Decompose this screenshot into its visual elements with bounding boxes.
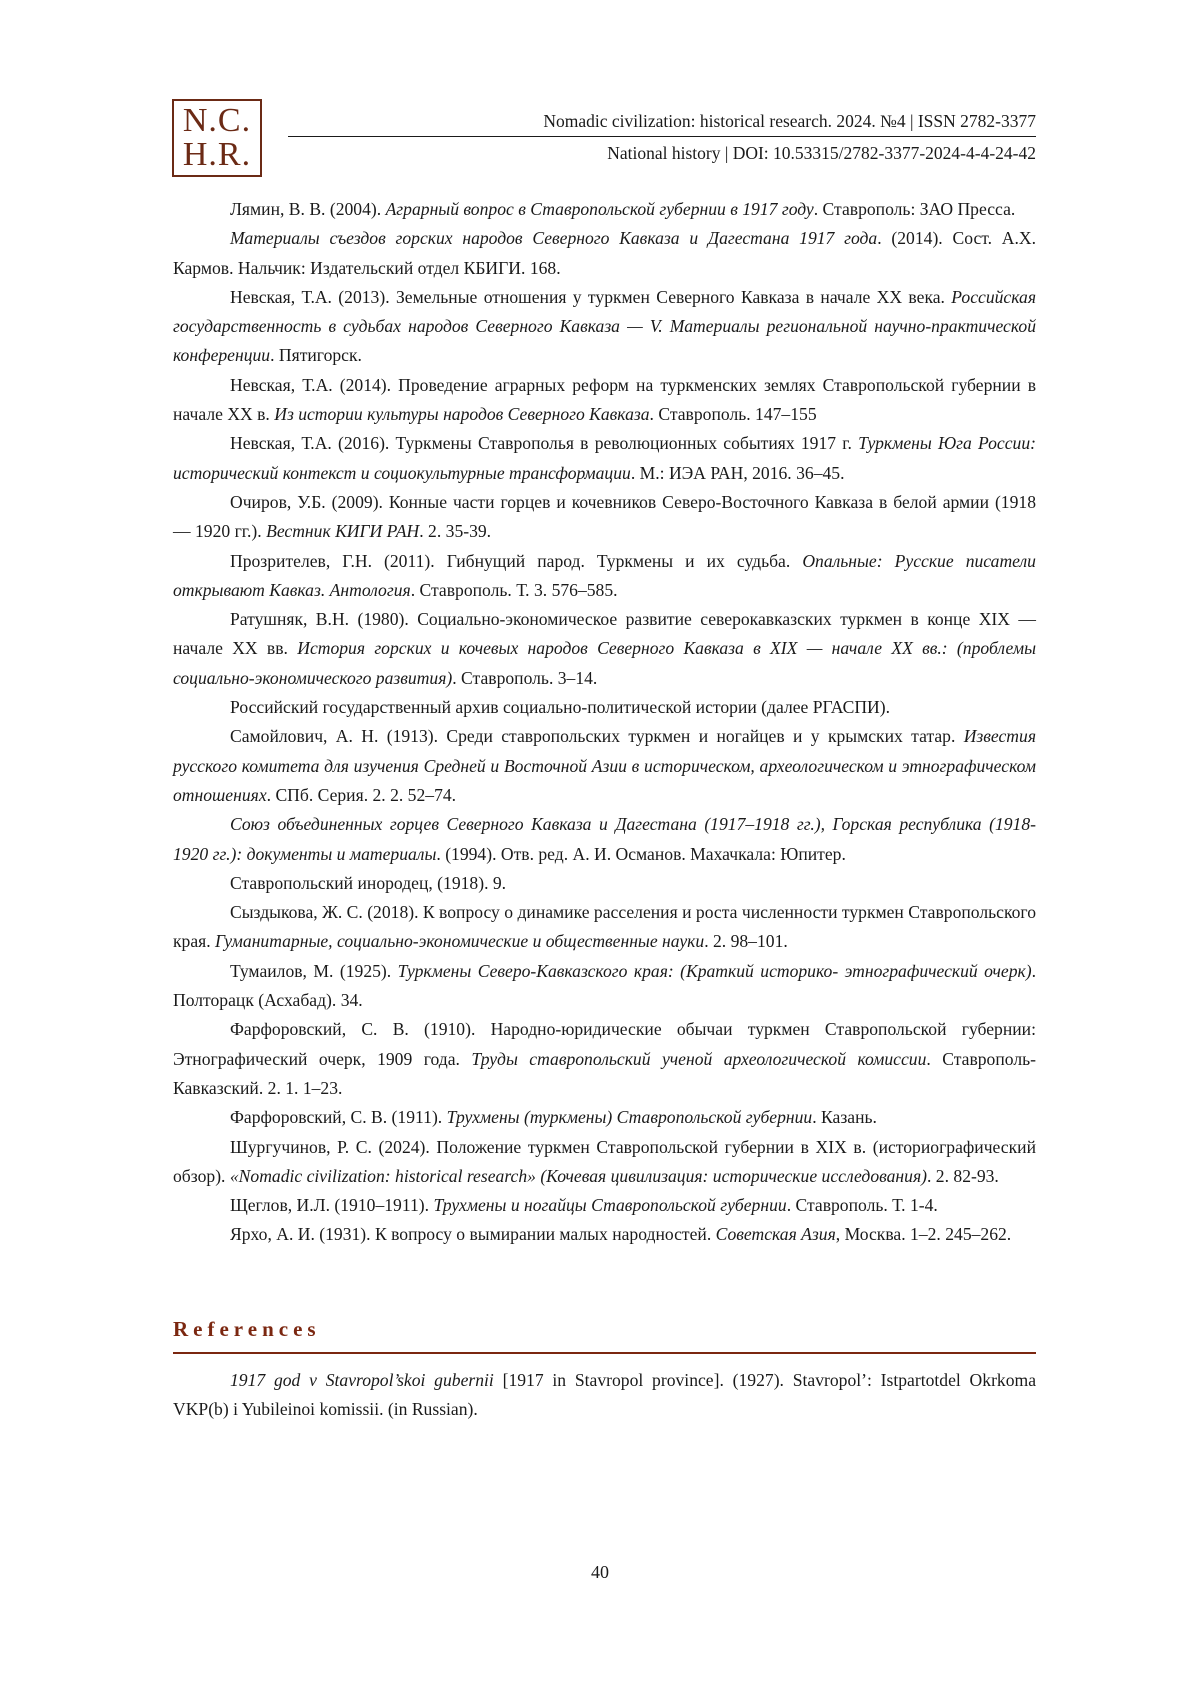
reference-text: Шургучинов, Р. С. (2024). Положение туркмен Ставропольской губернии в XIX в. (историографический обзор). (173, 1136, 1036, 1186)
reference-text: Сыздыкова, Ж. С. (2018). К вопросу о динамике расселения и роста численности туркмен Ставропольского края. (173, 902, 1036, 952)
reference-entry (173, 547, 1036, 606)
reference-source-title: Из истории культуры народов Северного Кавказа (274, 404, 650, 425)
reference-text: Невская, Т.А. (2014). Проведение аграрных реформ на туркменских землях Ставропольской губернии в начале XX в. (173, 374, 1036, 425)
reference-source-title: Российская государственность в судьбах народов Северного Кавказа — V. Материалы региональной научно-практической конференции (173, 286, 1036, 366)
reference-text: . 2. 35-39. (419, 521, 492, 542)
reference-text: Самойлович, А. Н. (1913). Среди ставропольских туркмен и ногайцев и у крымских татар. (230, 726, 964, 747)
reference-text: Российский государственный архив социально-политической истории (далее РГАСПИ). (230, 697, 891, 718)
references-heading-rule (173, 1352, 1036, 1354)
reference-source-title: Гуманитарные, социально-экономические и общественные науки (215, 931, 705, 952)
reference-text: Ставропольский инородец, (1918). 9. (230, 872, 507, 893)
reference-entry (173, 283, 1036, 371)
reference-text: . М.: ИЭА РАН, 2016. 36–45. (630, 462, 845, 483)
reference-text: . Казань. (812, 1107, 877, 1128)
reference-text: Ярхо, А. И. (1931). К вопросу о вымирании малых народностей. (230, 1224, 716, 1245)
reference-text: . Ставрополь. 3–14. (452, 667, 598, 688)
reference-entry (173, 1015, 1036, 1103)
reference-text: . Ставрополь: ЗАО Пресса. (813, 199, 1016, 219)
reference-entry (173, 1133, 1036, 1192)
reference-text: . Ставрополь. Т. 1-4. (786, 1195, 938, 1216)
reference-entry (173, 429, 1036, 488)
reference-entry (173, 957, 1036, 1016)
reference-source-title: Материалы съездов горских народов Северного Кавказа и Дагестана 1917 года (230, 228, 878, 249)
reference-source-title: Опальные: Русские писатели открывают Кавказ. Антология (173, 550, 1036, 600)
reference-entry (173, 605, 1036, 693)
reference-source-title: 1917 god v Stavropol’skoi gubernii (230, 1369, 494, 1390)
reference-entry (173, 693, 1036, 722)
reference-text: . Ставрополь. Т. 3. 576–585. (410, 579, 618, 600)
reference-text: Фарфоровский, С. В. (1911). (230, 1107, 447, 1128)
reference-entry (173, 1191, 1036, 1220)
reference-source-title: История горских и кочевых народов Северного Кавказа в XIX — начале XX вв.: (проблемы социально-экономического развития) (173, 638, 1036, 688)
header-doi-line: National history | DOI: 10.53315/2782-3377-2024-4-4-24-42 (607, 143, 1036, 163)
reference-text: . (2014). Сост. А.Х. Кармов. Нальчик: Издательский отдел КБИГИ. 168. (173, 228, 1036, 278)
reference-text: [1917 in Stavropol province]. (1927). Stavropol’: Istpartotdel Okrkoma VKP(b) i Yubileinoi komissii. (in Russian). (173, 1369, 1037, 1419)
page-number: 40 (591, 1562, 609, 1582)
reference-entry (173, 869, 1036, 898)
reference-text: . 2. 82-93. (927, 1165, 999, 1186)
reference-text: Фарфоровский, С. В. (1910). Народно-юридические обычаи туркмен Ставропольской губернии: Этнографический очерк, 1909 года. (173, 1019, 1036, 1069)
reference-text: Невская, Т.А. (2013). Земельные отношения у туркмен Северного Кавказа в начале XX века. (230, 286, 952, 307)
running-header (288, 108, 1036, 166)
reference-entry (173, 898, 1036, 957)
header-journal-line: Nomadic civilization: historical research. 2024. №4 | ISSN 2782-3377 (543, 111, 1036, 131)
references-list (173, 1366, 1036, 1425)
reference-text: Прозрителев, Г.Н. (2011). Гибнущий парод. Туркмены и их судьба. (230, 550, 803, 571)
reference-text: Очиров, У.Б. (2009). Конные части горцев и кочевников Северо-Восточного Кавказа в белой армии (1918 — 1920 гг.). (173, 491, 1036, 542)
logo-line-1: N.C. (182, 102, 252, 139)
reference-text: . Ставрополь-Кавказский. 2. 1. 1–23. (173, 1048, 1036, 1098)
reference-source-title: Известия русского комитета для изучения Средней и Восточной Азии в историческом, археологическом и этнографическом отношениях (173, 726, 1036, 805)
reference-source-title: Туркмены Северо-Кавказского края: (Краткий историко- этнографический очерк) (397, 960, 1032, 981)
reference-text: Невская, Т.А. (2016). Туркмены Ставрополья в революционных событиях 1917 г. (230, 433, 859, 454)
references-heading: References (173, 1316, 321, 1341)
literature-list (173, 195, 1036, 1250)
reference-text: , Москва. 1–2. 245–262. (835, 1224, 1012, 1245)
reference-entry (173, 371, 1036, 430)
reference-source-title: «Nomadic civilization: historical research» (Кочевая цивилизация: исторические исследования) (229, 1165, 927, 1186)
reference-text: Тумаилов, М. (1925). (230, 960, 398, 981)
reference-text: . (1994). Отв. ред. А. И. Османов. Махачкала: Юпитер. (436, 843, 846, 864)
reference-text: Щеглов, И.Л. (1910–1911). (230, 1195, 434, 1216)
reference-text: . 2. 98–101. (704, 931, 788, 952)
reference-source-title: Трухмены и ногайцы Ставропольской губернии (433, 1195, 787, 1216)
reference-entry (173, 1103, 1036, 1132)
reference-source-title: Вестник КИГИ РАН (266, 521, 420, 542)
reference-source-title: Туркмены Юга России: исторический контекст и социокультурные трансформации (173, 433, 1037, 483)
reference-entry (173, 224, 1036, 283)
reference-text: . Полторацк (Асхабад). 34. (173, 960, 1037, 1011)
reference-text: Лямин, В. В. (2004). (230, 199, 386, 219)
reference-text: . Ставрополь. 147–155 (649, 404, 817, 425)
header-rule (288, 136, 1036, 137)
reference-entry (173, 1220, 1036, 1249)
reference-entry (173, 488, 1036, 547)
reference-source-title: Советская Азия (715, 1224, 836, 1245)
reference-source-title: Трухмены (туркмены) Ставропольской губернии (446, 1107, 813, 1128)
reference-text: . Пятигорск. (270, 345, 362, 366)
reference-entry (173, 1366, 1036, 1425)
reference-source-title: Союз объединенных горцев Северного Кавказа и Дагестана (1917–1918 гг.), Горская республика (1918-1920 гг.): документы и материалы (173, 814, 1036, 864)
reference-text: Ратушняк, В.Н. (1980). Социально-экономическое развитие северокавказских туркмен в конце XIX — начале XX вв. (173, 609, 1036, 659)
reference-entry (173, 810, 1036, 869)
logo-line-2: H.R. (182, 136, 252, 173)
reference-entry (173, 722, 1036, 810)
journal-logo (172, 99, 262, 177)
reference-source-title: Аграрный вопрос в Ставропольской губернии в 1917 году (385, 199, 814, 219)
reference-text: . СПб. Серия. 2. 2. 52–74. (266, 784, 457, 805)
reference-entry (173, 195, 1036, 224)
reference-source-title: Труды ставропольский ученой археологической комиссии (471, 1048, 927, 1069)
reference-list (173, 195, 1036, 1424)
